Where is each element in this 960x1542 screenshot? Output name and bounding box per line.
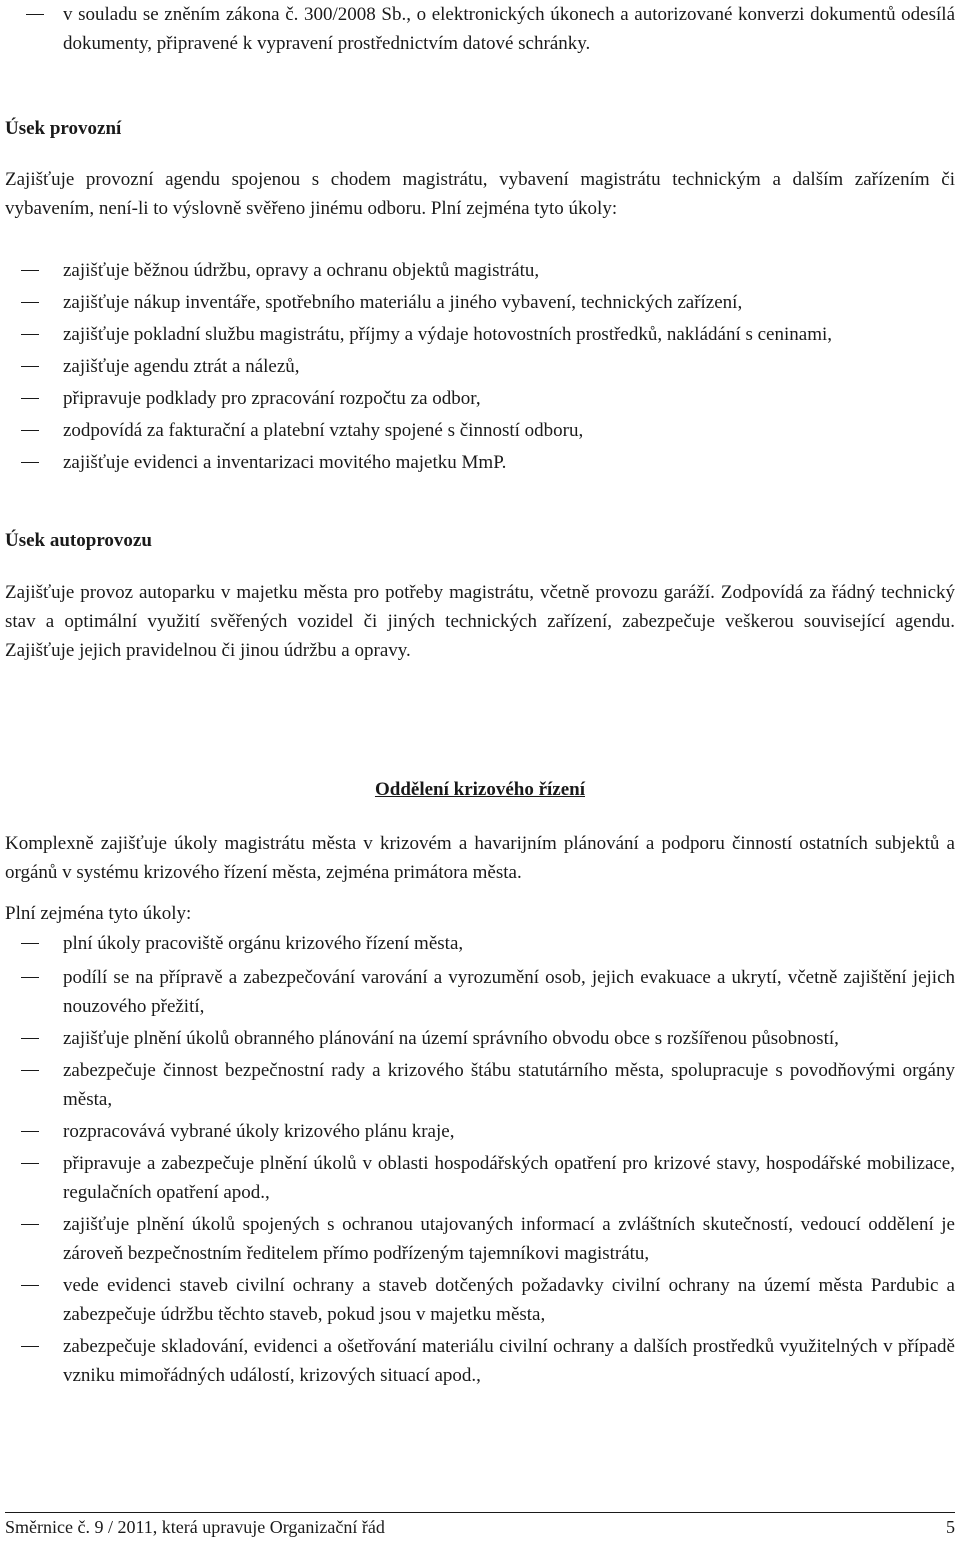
list-item: zajišťuje agendu ztrát a nálezů, [5, 352, 955, 381]
dash-bullet [21, 1346, 39, 1347]
dash-bullet [21, 334, 39, 335]
section-paragraph-autoprovoz: Zajišťuje provoz autoparku v majetku města pro potřeby magistrátu, včetně provozu garáží. Zodpovídá za řádný technický stav a optimální využití svěřených vozidel či jiných technických zařízení, zabezpečuje veškerou související agendu. Zajišťuje jejich pravidelnou či jinou údržbu a opravy. [5, 582, 955, 661]
list-item: připravuje podklady pro zpracování rozpočtu za odbor, [5, 384, 955, 413]
list-item: zabezpečuje činnost bezpečnostní rady a krizového štábu statutárního města, spolupracuje s povodňovými orgány města, [5, 1056, 955, 1114]
dash-bullet [21, 270, 39, 271]
footer-page-number: 5 [946, 1517, 955, 1537]
dash-bullet [21, 1070, 39, 1071]
list-item: rozpracovává vybrané úkoly krizového plánu kraje, [5, 1117, 955, 1146]
footer-document-title: Směrnice č. 9 / 2011, která upravuje Organizační řád [5, 1517, 385, 1537]
list-item: zajišťuje běžnou údržbu, opravy a ochranu objektů magistrátu, [5, 256, 955, 285]
list-item: zajišťuje pokladní službu magistrátu, příjmy a výdaje hotovostních prostředků, nakládání s ceninami, [5, 320, 955, 349]
dash-bullet [21, 1038, 39, 1039]
dash-bullet [21, 1285, 39, 1286]
dash-bullet [21, 1131, 39, 1132]
section-lead-krizove: Plní zejména tyto úkoly: [5, 903, 192, 924]
list-item: podílí se na přípravě a zabezpečování varování a vyrozumění osob, jejich evakuace a ukrytí, včetně zajištění jejich nouzového přežití, [5, 963, 955, 1021]
section-paragraph-krizove: Komplexně zajišťuje úkoly magistrátu města v krizovém a havarijním plánování a podporu činností ostatních subjektů a orgánů v systému krizového řízení města, zejména primátora města. [5, 833, 955, 883]
dash-bullet [21, 302, 39, 303]
dash-bullet [21, 462, 39, 463]
dash-bullet [21, 977, 39, 978]
section-paragraph-provozni: Zajišťuje provozní agendu spojenou s chodem magistrátu, vybavení magistrátu technickým a dalším zařízením či vybavením, není-li to výslovně svěřeno jinému odboru. Plní zejména tyto úkoly: [5, 169, 955, 219]
department-heading-krizove: Oddělení krizového řízení [374, 779, 586, 800]
dash-bullet [21, 1163, 39, 1164]
list-item: zajišťuje evidenci a inventarizaci movitého majetku MmP. [5, 448, 955, 477]
list-item: zajišťuje plnění úkolů obranného plánování na území správního obvodu obce s rozšířenou působností, [5, 1024, 955, 1053]
krizove-task-list [5, 929, 955, 1390]
list-item: v souladu se zněním zákona č. 300/2008 Sb., o elektronických úkonech a autorizované konverzi dokumentů odesílá dokumenty, připravené k vypravení prostřednictvím datové schránky. [5, 0, 955, 58]
page-footer [5, 1512, 955, 1542]
list-item: zajišťuje nákup inventáře, spotřebního materiálu a jiného vybavení, technických zařízení, [5, 288, 955, 317]
dash-bullet [21, 943, 39, 944]
list-item: zodpovídá za fakturační a platební vztahy spojené s činností odboru, [5, 416, 955, 445]
list-item: vede evidenci staveb civilní ochrany a staveb dotčených požadavky civilní ochrany na území města Pardubic a zabezpečuje údržbu těchto staveb, pokud jsou v majetku města, [5, 1271, 955, 1329]
list-item: připravuje a zabezpečuje plnění úkolů v oblasti hospodářských opatření pro krizové stavy, hospodářské mobilizace, regulačních opatření apod., [5, 1149, 955, 1207]
dash-bullet [26, 14, 44, 15]
section-heading-provozni: Úsek provozní [5, 118, 122, 139]
list-item: zajišťuje plnění úkolů spojených s ochranou utajovaných informací a zvláštních skutečností, vedoucí oddělení je zároveň bezpečnostním ředitelem přímo podřízeným tajemníkovi magistrátu, [5, 1210, 955, 1268]
dash-bullet [21, 1224, 39, 1225]
list-item: zabezpečuje skladování, evidenci a ošetřování materiálu civilní ochrany a dalších prostředků využitelných v případě vzniku mimořádných událostí, krizových situací apod., [5, 1332, 955, 1390]
section-heading-autoprovoz: Úsek autoprovozu [5, 530, 152, 551]
dash-bullet [21, 366, 39, 367]
intro-list [5, 0, 955, 58]
dash-bullet [21, 398, 39, 399]
provozni-task-list [5, 256, 955, 477]
list-item: plní úkoly pracoviště orgánu krizového řízení města, [5, 929, 955, 958]
dash-bullet [21, 430, 39, 431]
